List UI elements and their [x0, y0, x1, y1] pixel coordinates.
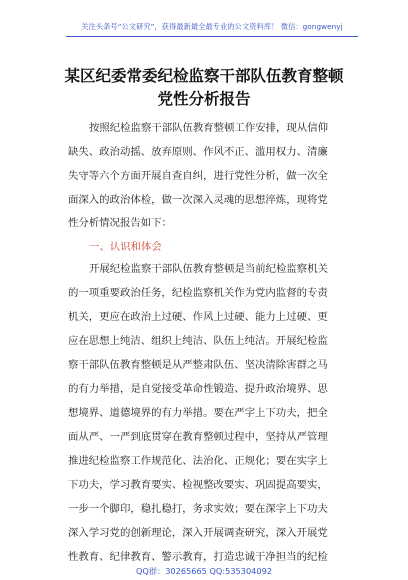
section-line: 开展纪检监察干部队伍教育整顿是当前纪检监察机关	[89, 263, 328, 275]
document-title-line-2: 党性分析报告	[157, 90, 251, 108]
section-line: 面从严、一严到底贯穿在教育整顿过程中，坚持从严管理	[68, 431, 328, 443]
section-line: 下功夫，学习教育要实、检视整改要实、巩固提高要实，	[68, 479, 328, 491]
section-line: 应在思想上纯洁、组织上纯洁、队伍上纯洁。开展纪检监	[68, 335, 328, 347]
section-line: 推进纪检监察工作规范化、法治化、正规化；要在实字上	[68, 455, 328, 467]
section-line: 深入学习党的创新理论，深入开展调查研究，深入开展党	[68, 527, 328, 539]
intro-line: 按照纪检监察干部队伍教育整顿工作安排，现从信仰	[89, 122, 328, 134]
section-line: 一步一个脚印，稳扎稳打，务求实效；要在深字上下功夫	[68, 503, 328, 515]
section-line: 想境界、道德境界的有力举措。要在严字上下功夫，把全	[68, 407, 328, 419]
intro-line: 面深入的政治体检，做一次深入灵魂的思想淬炼，现将党	[68, 194, 328, 206]
section-line: 机关，更应在政治上过硬、作风上过硬、能力上过硬、更	[68, 311, 328, 323]
header-banner: 关注头条号“公文研究”，获得最新最全最专业的公文资料库！ 微信：gongwenyj	[81, 22, 343, 31]
section-line: 察干部队伍教育整顿是从严整肃队伍、坚决清除害群之马	[68, 359, 328, 371]
section-heading: 一、认识和体会	[89, 241, 162, 253]
header-divider	[66, 36, 358, 37]
section-line: 的一项重要政治任务，纪检监察机关作为党内监督的专责	[68, 287, 328, 299]
section-line: 的有力举措，是自觉接受革命性锻造、提升政治境界、思	[68, 383, 328, 395]
intro-line: 性分析情况报告如下：	[68, 217, 172, 229]
footer-contact: QQ群：30265665 QQ:535304092	[135, 566, 273, 576]
intro-line: 缺失、政治动摇、放弃原则、作风不正、滥用权力、清廉	[68, 146, 328, 158]
section-line: 性教育、纪律教育、警示教育，打造忠诚干净担当的纪检	[68, 551, 328, 563]
document-title-line-1: 某区纪委常委纪检监察干部队伍教育整顿	[64, 67, 344, 85]
intro-line: 失守等六个方面开展自查自纠，进行党性分析，做一次全	[68, 170, 328, 182]
